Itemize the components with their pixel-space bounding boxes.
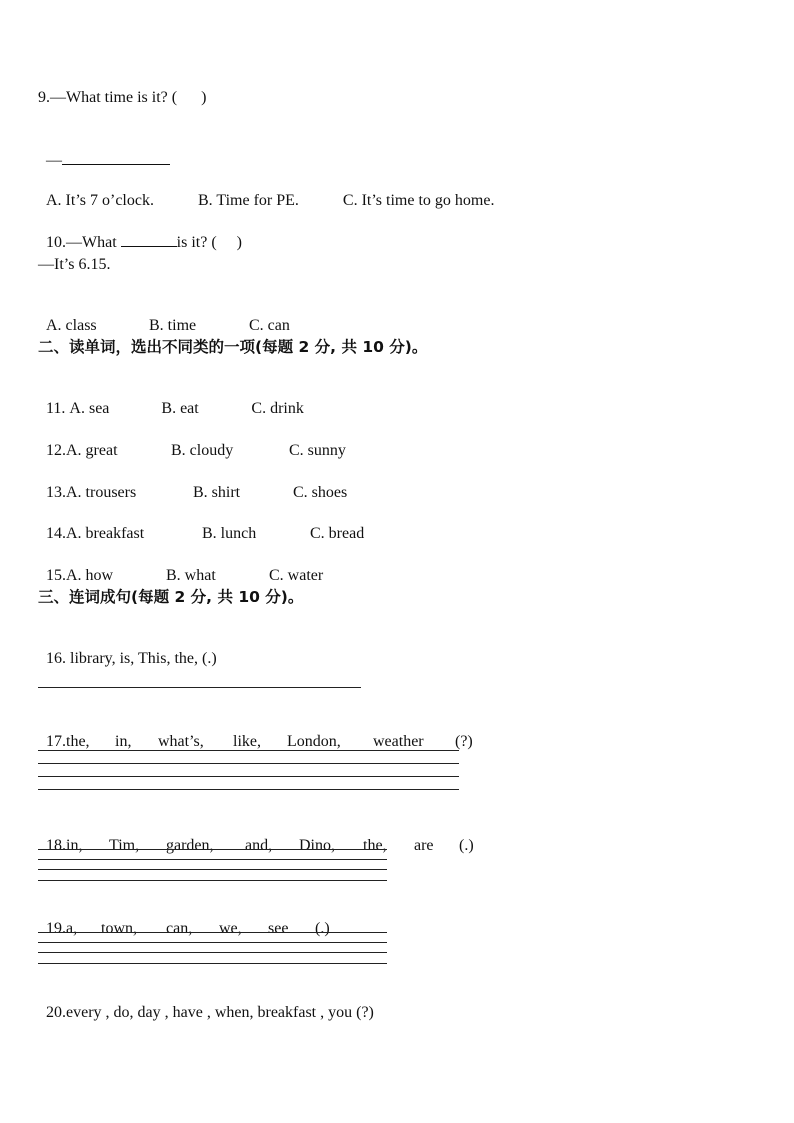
question-10-options	[38, 296, 290, 336]
question-number: 20.	[46, 1004, 66, 1021]
option-c: C. bread	[310, 525, 365, 542]
question-20	[38, 983, 374, 1023]
option-b: B. lunch	[202, 525, 257, 542]
option-a: A. class	[46, 317, 97, 334]
word: library,	[70, 650, 116, 667]
option-c: C. can	[249, 317, 290, 334]
answer-line	[38, 859, 387, 860]
answer-line	[38, 763, 459, 764]
word: in,	[115, 733, 132, 750]
option-b: B. what	[166, 567, 216, 584]
option-a: A. how	[66, 567, 114, 584]
option-c: C. water	[269, 567, 324, 584]
word: the,	[363, 837, 387, 854]
word: town,	[101, 920, 137, 937]
option-c: C. shoes	[293, 484, 348, 501]
question-9-options	[38, 171, 494, 211]
option-b: B. cloudy	[171, 442, 234, 459]
option-c: C. drink	[251, 400, 304, 417]
word: see	[268, 920, 289, 937]
option-a: A. sea	[69, 400, 110, 417]
stem-part: is it? ( )	[176, 234, 242, 251]
answer-line	[38, 952, 387, 953]
section-2-heading: 二、读单词，选出不同类的一项(每题 2 分, 共 10 分)。	[38, 338, 428, 356]
question-10-reply: —It’s 6.15.	[38, 256, 111, 273]
option-a: A. breakfast	[66, 525, 145, 542]
question-number: 14.	[46, 525, 66, 542]
question-number: 19.	[46, 920, 66, 937]
question-number: 11.	[46, 400, 70, 417]
answer-line	[38, 789, 459, 790]
dash: —	[46, 152, 62, 169]
word: a,	[66, 920, 78, 937]
question-number: 15.	[46, 567, 66, 584]
word: London,	[287, 733, 341, 750]
word: weather	[373, 733, 424, 750]
answer-line	[38, 932, 387, 933]
question-16	[38, 629, 217, 669]
question-number: 17.	[46, 733, 66, 750]
answer-line	[38, 750, 459, 751]
question-13	[38, 463, 347, 503]
word: what’s,	[158, 733, 204, 750]
option-c: C. sunny	[289, 442, 346, 459]
answer-line	[38, 880, 387, 881]
word: Tim,	[109, 837, 140, 854]
option-b: B. eat	[161, 400, 199, 417]
question-10-stem	[38, 213, 242, 253]
word: the,	[66, 733, 90, 750]
question-number: 12.	[46, 442, 66, 459]
answer-blank	[62, 164, 170, 165]
word: are	[414, 837, 434, 854]
answer-line	[38, 687, 361, 688]
scrambled-words: every , do, day , have , when, breakfast , you (?)	[66, 1004, 374, 1021]
option-a: A. great	[66, 442, 118, 459]
word: like,	[233, 733, 261, 750]
question-12	[38, 421, 346, 461]
word: the,	[174, 650, 198, 667]
option-a: A. trousers	[66, 484, 137, 501]
word: (.)	[315, 920, 330, 937]
word: can,	[166, 920, 193, 937]
answer-line	[38, 869, 387, 870]
question-number: 16.	[46, 650, 70, 667]
word: Dino,	[299, 837, 335, 854]
question-number: 18.	[46, 837, 66, 854]
option-b: B. shirt	[193, 484, 241, 501]
question-number: 13.	[46, 484, 66, 501]
question-14	[38, 504, 364, 544]
word: and,	[245, 837, 273, 854]
stem-part: 10.—What	[46, 234, 121, 251]
word: is,	[119, 650, 135, 667]
question-9-answer-line	[38, 131, 170, 171]
question-17	[38, 712, 473, 752]
word: (.)	[202, 650, 217, 667]
word: This,	[138, 650, 171, 667]
word: garden,	[166, 837, 214, 854]
answer-line	[38, 849, 387, 850]
word: in,	[66, 837, 83, 854]
question-11	[38, 379, 304, 419]
option-b: B. Time for PE.	[197, 192, 299, 209]
answer-blank	[121, 246, 177, 247]
option-c: C. It’s time to go home.	[342, 192, 495, 209]
section-3-heading: 三、连词成句(每题 2 分, 共 10 分)。	[38, 588, 304, 606]
word: (.)	[459, 837, 474, 854]
option-b: B. time	[149, 317, 197, 334]
question-15	[38, 546, 323, 586]
question-9-stem: 9.—What time is it? ( )	[38, 89, 207, 106]
word: we,	[219, 920, 242, 937]
answer-line	[38, 942, 387, 943]
word: (?)	[455, 733, 473, 750]
question-19	[38, 899, 330, 939]
question-18	[38, 816, 474, 856]
option-a: A. It’s 7 o’clock.	[46, 192, 154, 209]
answer-line	[38, 776, 459, 777]
answer-line	[38, 963, 387, 964]
